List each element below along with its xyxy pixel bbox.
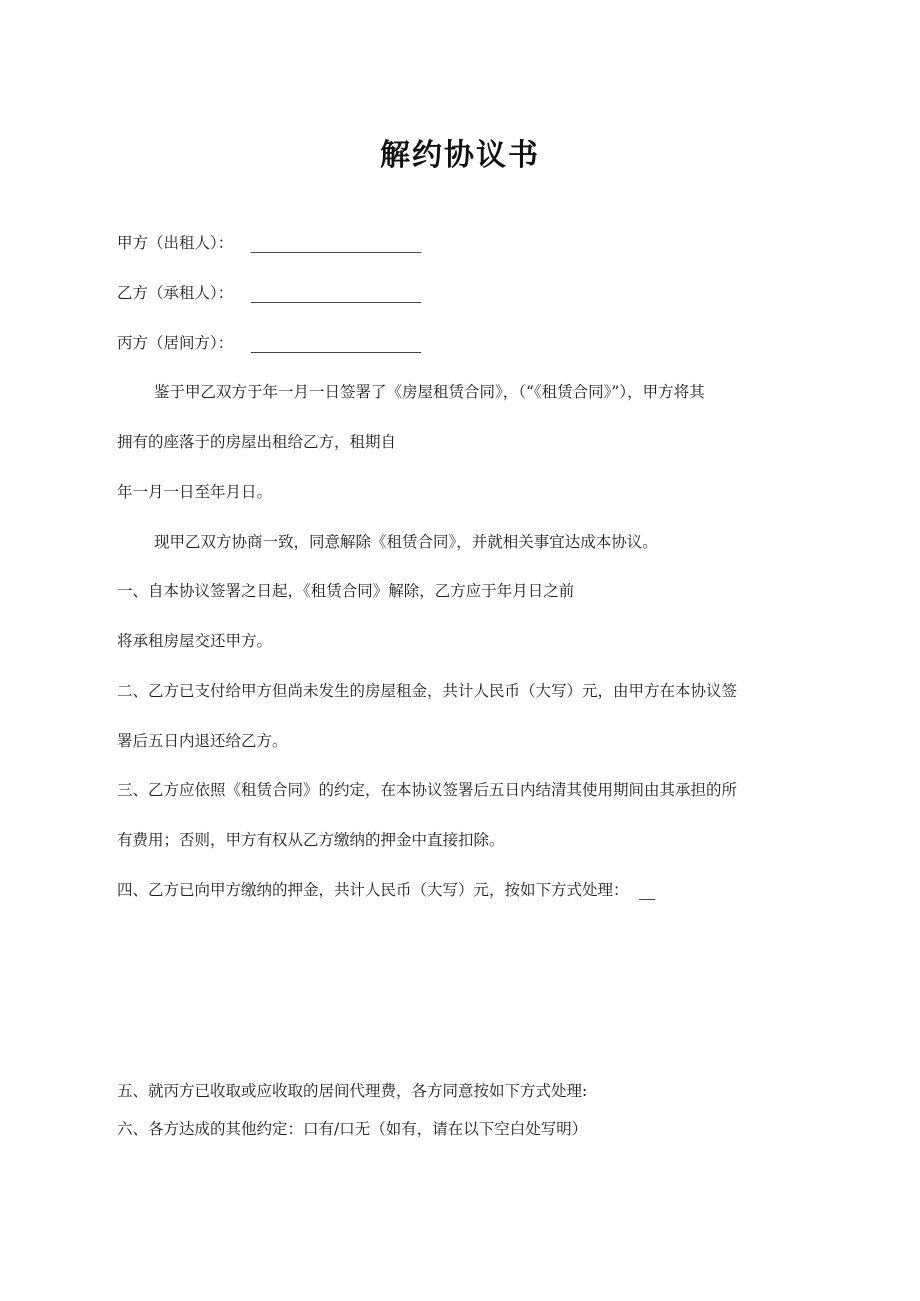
recital-line-3: 年一月一日至年月日。: [117, 483, 273, 501]
party-a-label: 甲方（出租人）：: [117, 234, 234, 252]
clause-1-line-2: 将承租房屋交还甲方。: [117, 632, 273, 650]
party-b-blank: [251, 286, 421, 303]
party-b-row: [117, 283, 421, 303]
party-a-row: [117, 233, 421, 253]
party-c-label: 丙方（居间方）：: [117, 334, 234, 352]
clause-2-line-2: 署后五日内退还给乙方。: [117, 732, 288, 750]
clause-4-text: 四、乙方已向甲方缴纳的押金，共计人民币（大写）元，按如下方式处理：: [117, 881, 629, 899]
clause-5: 五、就丙方已收取或应收取的居间代理费，各方同意按如下方式处理:: [117, 1082, 588, 1100]
recital-line-2: 拥有的座落于的房屋出租给乙方，租期自: [117, 433, 397, 451]
party-b-label: 乙方（承租人）：: [117, 284, 234, 302]
clause-3-line-1: 三、乙方应依照《租赁合同》的约定，在本协议签署后五日内结清其使用期间由其承担的所: [117, 781, 738, 799]
agreement-intro: 现甲乙双方协商一致，同意解除《租赁合同》，并就相关事宜达成本协议。: [154, 533, 658, 551]
clause-4-row: [117, 880, 655, 900]
party-c-row: [117, 333, 421, 353]
clause-6: 六、各方达成的其他约定：口有/口无（如有，请在以下空白处写明）: [117, 1120, 588, 1138]
clause-1-line-1: 一、自本协议签署之日起，《租赁合同》解除，乙方应于年月日之前: [117, 582, 575, 600]
clause-2-line-1: 二、乙方已支付给甲方但尚未发生的房屋租金，共计人民币（大写）元，由甲方在本协议签: [117, 682, 738, 700]
recital-line-1: 鉴于甲乙双方于年一月一日签署了《房屋租赁合同》，（“《租赁合同》”），甲方将其: [154, 383, 705, 401]
document-title: 解约协议书: [380, 138, 540, 173]
clause-3-line-2: 有费用；否则，甲方有权从乙方缴纳的押金中直接扣除。: [117, 831, 505, 849]
party-c-blank: [251, 336, 421, 353]
party-a-blank: [251, 236, 421, 253]
clause-4-blank: [639, 885, 655, 900]
